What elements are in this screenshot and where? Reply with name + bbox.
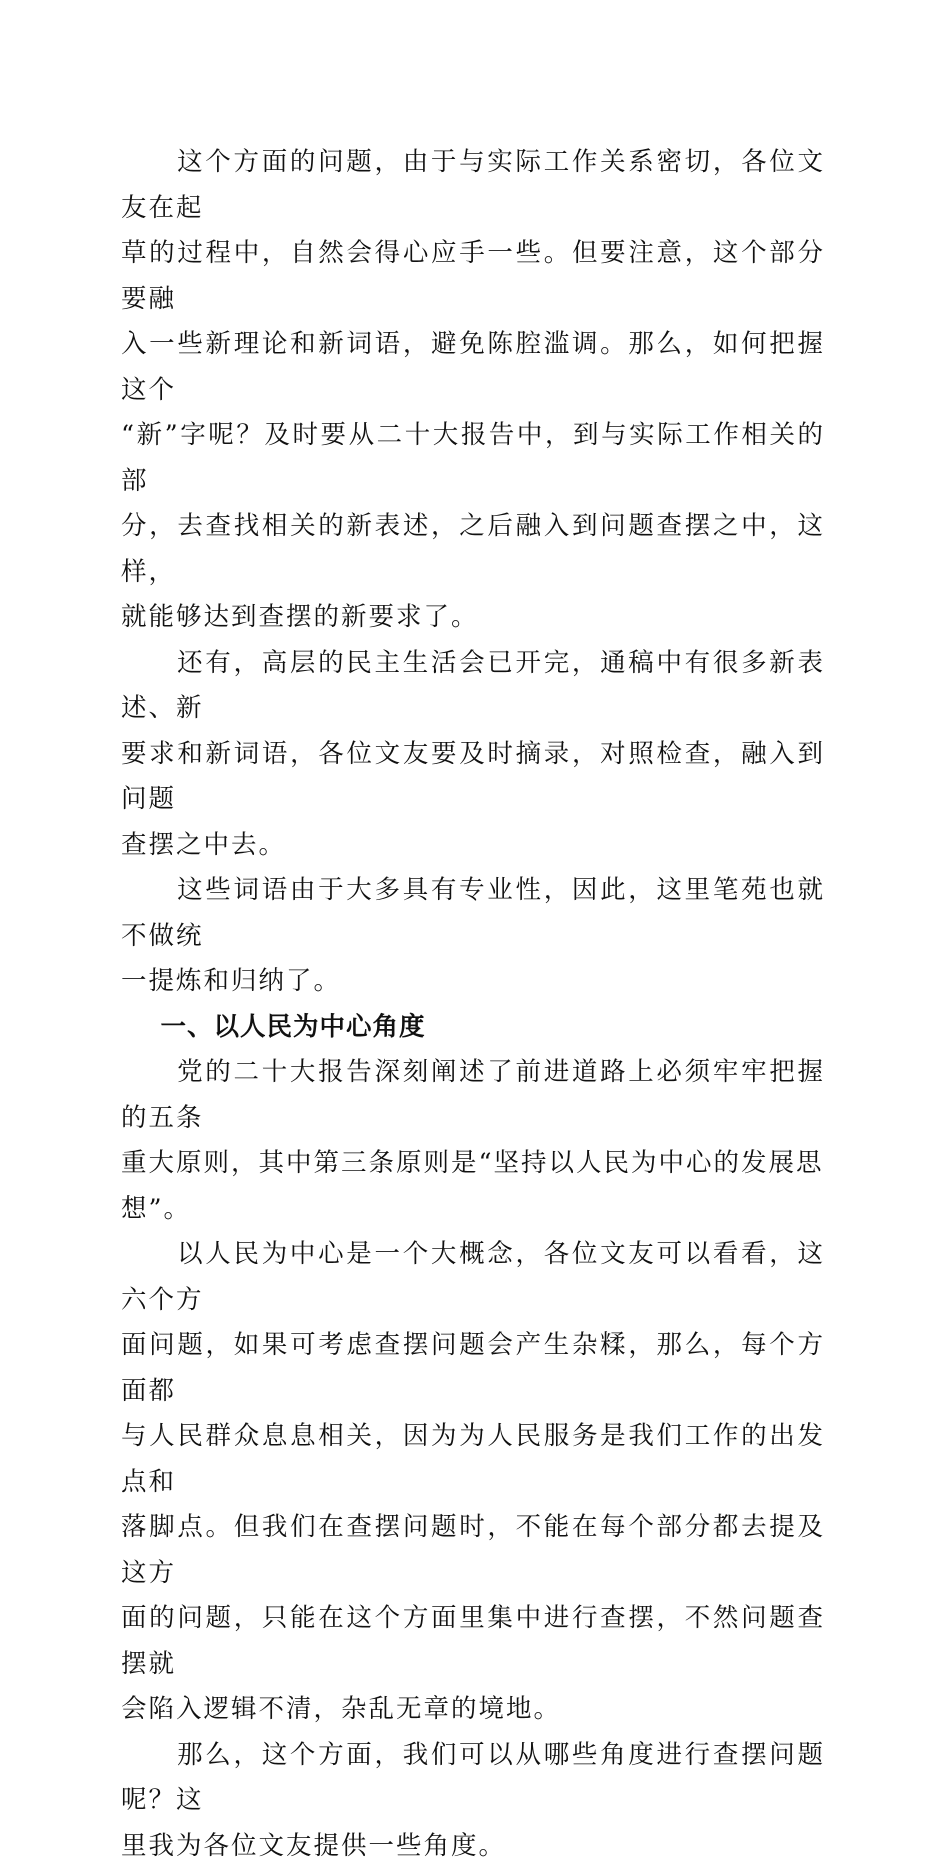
section-heading: 一、以人民为中心角度 [121, 1005, 825, 1051]
paragraph-section-2: 以人民为中心是一个大概念，各位文友可以看看，这六个方 面问题，如果可考虑查摆问题会产生杂糅，那么，每个方面都 与人民群众息息相关，因为为人民服务是我们工作的出发点和 落脚点。但我们在查摆问题时，不能在每个部分都去提及这方 面的问题，只能在这个方面里集中进行查摆，不然问题查摆就 会陷入逻辑不清，杂乱无章的境地。 [121, 1232, 825, 1733]
document-body [121, 140, 825, 1869]
paragraph-intro-2: 还有，高层的民主生活会已开完，通稿中有很多新表述、新 要求和新词语，各位文友要及时摘录，对照检查，融入到问题 查摆之中去。 [121, 641, 825, 869]
paragraph-section-3: 那么，这个方面，我们可以从哪些角度进行查摆问题呢？这 里我为各位文友提供一些角度。 [121, 1733, 825, 1869]
paragraph-intro-1: 这个方面的问题，由于与实际工作关系密切，各位文友在起 草的过程中，自然会得心应手一些。但要注意，这个部分要融 入一些新理论和新词语，避免陈腔滥调。那么，如何把握这个 “新”字呢？及时要从二十大报告中，到与实际工作相关的部 分，去查找相关的新表述，之后融入到问题查摆之中，这样， 就能够达到查摆的新要求了。 [121, 140, 825, 641]
paragraph-intro-3: 这些词语由于大多具有专业性，因此，这里笔苑也就不做统 一提炼和归纳了。 [121, 868, 825, 1005]
paragraph-section-1: 党的二十大报告深刻阐述了前进道路上必须牢牢把握的五条 重大原则，其中第三条原则是“坚持以人民为中心的发展思 想”。 [121, 1050, 825, 1232]
